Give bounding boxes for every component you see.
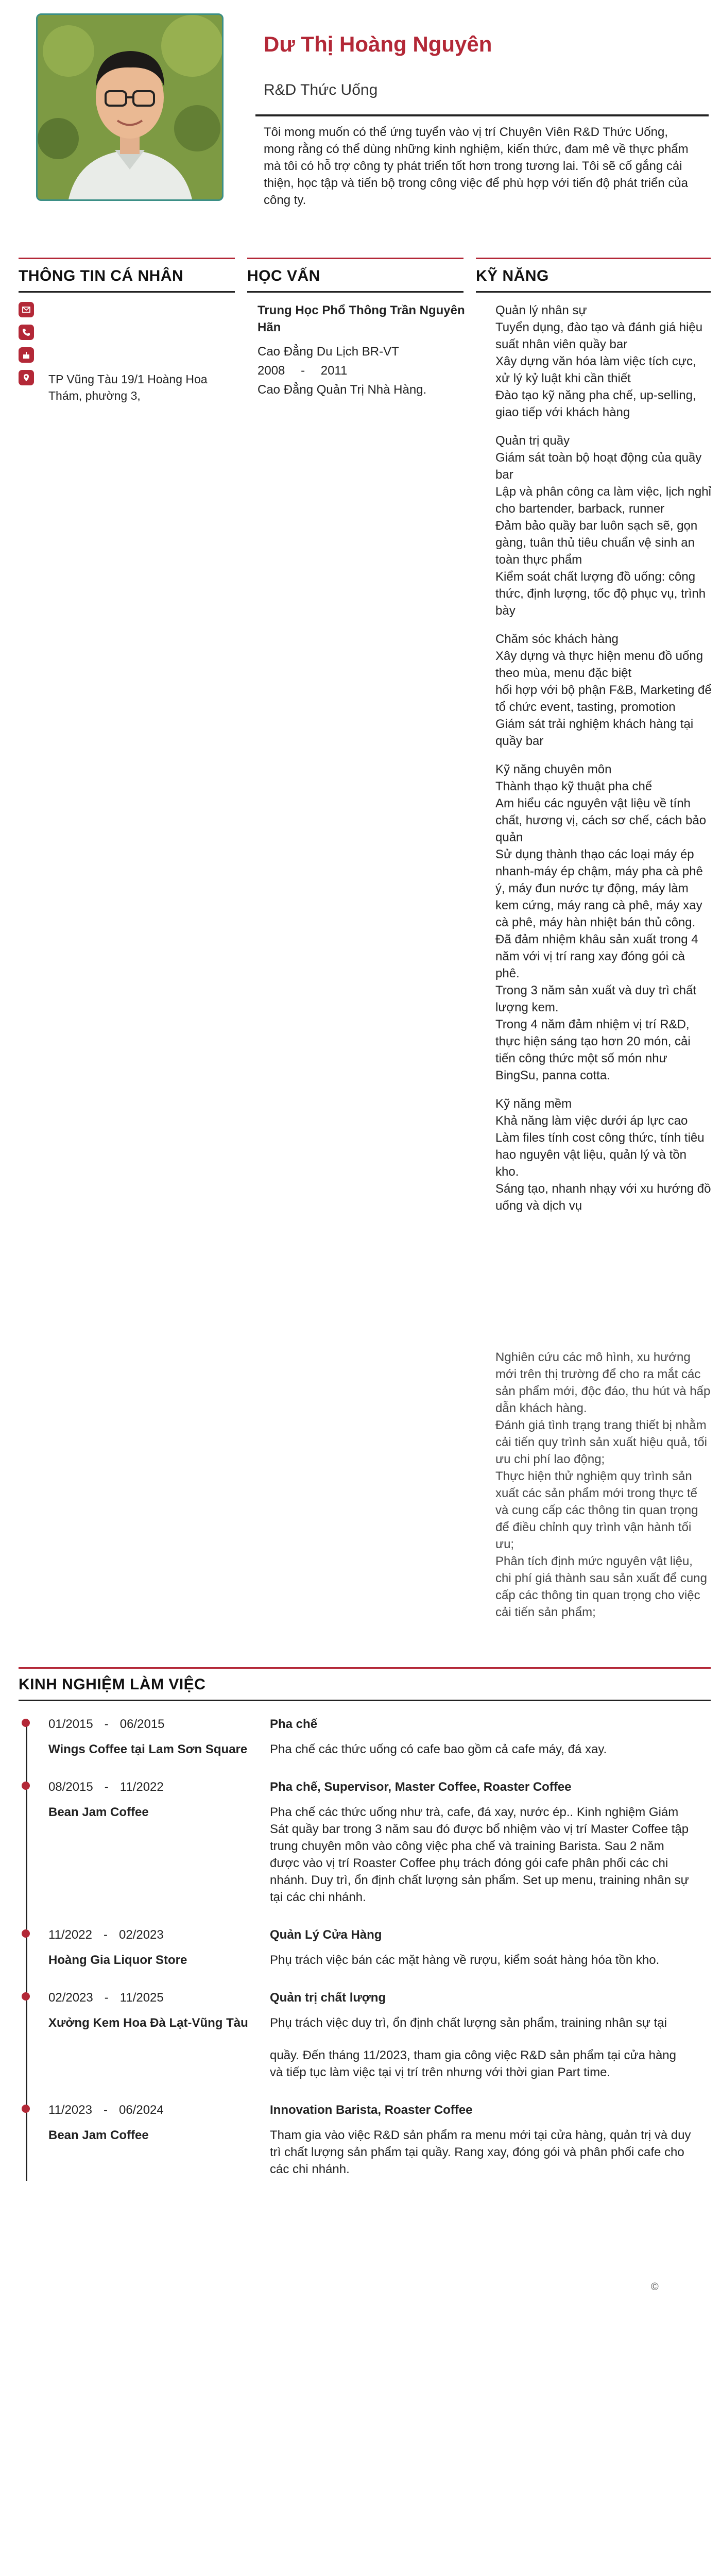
start-date: 02/2023 [48,1991,93,2005]
position-description: Pha chế các thức uống có cafe bao gồm cả cafe máy, đá xay. [270,1742,607,1756]
section-heading: HỌC VẤN [247,267,320,284]
experience-item [19,1926,711,1969]
company-name: Bean Jam Coffee [48,1805,149,1819]
skill-item: Trong 4 năm đảm nhiệm vị trí R&D, thực hiện sáng tạo hơn 20 món, cải tiến công thức một số món như BingSu, panna cotta. [495,1018,691,1082]
skill-item: Tuyển dụng, đào tạo và đánh giá hiệu suất nhân viên quầy bar [495,320,703,351]
section-bottom-rule [19,1700,711,1701]
position-description: Tham gia vào việc R&D sản phẩm ra menu mới tại cửa hàng, quản trị và duy trì chất lượng sản phẩm tại quầy. Rang xay, đóng gói và phân phối cafe cho các chi nhánh. [270,2128,691,2176]
experience-meta [48,1989,270,2081]
section-bottom-rule [247,291,464,293]
skill-item: Am hiểu các nguyên vật liệu về tính chất, hương vị, cách sơ chế, cách bảo quản [495,796,707,844]
position-description: Pha chế các thức uống như trà, cafe, đá xay, nước ép.. Kinh nghiệm Giám Sát quầy bar trong 3 năm sau đó được bổ nhiệm vào vị trí Master Coffee tập trung chuyên môn vào công việc pha chế và training Barista. Sau 2 năm được vào vị trí Roaster Coffee phụ trách đóng gói cafe phân phối các chi nhánh. Duy trì, ổn định chất lượng sản phẩm. Set up menu, training nhân sự tại các chi nhánh. [270,1805,689,1904]
timeline-dot [22,1992,30,2001]
start-date: 11/2023 [48,2103,92,2117]
skill-group-title: Kỹ năng mềm [495,1097,572,1111]
timeline-dot [22,2105,30,2113]
end-date: 11/2022 [119,1780,164,1794]
year-separator: - [301,364,305,378]
experience-dates [48,1989,270,2006]
education-years [258,362,469,379]
education-end-year: 2011 [320,364,348,378]
degree-name: Cao Đẳng Quản Trị Nhà Hàng. [258,383,427,397]
company-name: Hoàng Gia Liquor Store [48,1953,187,1967]
education-details [258,302,469,398]
skill-item: Đã đảm nhiệm khâu sản xuất trong 4 năm với vị trí rang xay đóng gói cà phê. [495,933,698,980]
timeline-dot [22,1719,30,1727]
experience-dates [48,2102,270,2119]
section-top-rule [247,258,464,259]
experience-content [270,1778,692,1906]
skill-group [495,432,712,619]
email-icon [19,302,34,317]
experience-meta [48,2102,270,2178]
experience-content [270,1716,692,1758]
skill-item: Lập và phân công ca làm việc, lịch nghỉ cho bartender, barback, runner [495,485,711,516]
date-separator: - [104,1717,109,1731]
experience-meta [48,1926,270,1969]
start-date: 01/2015 [48,1717,93,1731]
location-icon [19,370,34,385]
candidate-name: Dư Thị Hoàng Nguyên [264,32,492,56]
timeline-dot [22,1929,30,1938]
skill-item: Trong 3 năm sản xuất và duy trì chất lượng kem. [495,984,696,1014]
skill-item: Xây dựng văn hóa làm việc tích cực, xử lý kỷ luật khi cần thiết [495,354,696,385]
experience-item [19,1989,711,2081]
skill-item: Thành thạo kỹ thuật pha chế [495,779,653,793]
timeline-dot [22,1782,30,1790]
skill-group-title: Chăm sóc khách hàng [495,632,619,646]
position-description-continued: quầy. Đến tháng 11/2023, tham gia công việc R&D sản phẩm tại cửa hàng và tiếp tục làm việc tại vị trí trên nhưng với thời gian Part time. [270,2048,676,2079]
section-heading: KINH NGHIỆM LÀM VIỆC [19,1676,206,1693]
skill-item: Đào tạo kỹ năng pha chế, up-selling, giao tiếp với khách hàng [495,388,696,419]
skills-list [495,302,712,1226]
experience-meta [48,1778,270,1906]
experience-dates [48,1926,270,1943]
birthday-icon [19,347,34,363]
experience-content [270,1926,692,1969]
skill-extra-item: Nghiên cứu các mô hình, xu hướng mới trên thị trường để cho ra mắt các sản phẩm mới, độc đáo, thu hút và hấp dẫn khách hàng. [495,1350,711,1415]
experience-content [270,1989,692,2081]
education-section [247,258,464,293]
start-date: 08/2015 [48,1780,93,1794]
experience-item [19,2102,711,2178]
skill-item: Sáng tạo, nhanh nhạy với xu hướng đồ uống và dịch vụ [495,1182,711,1213]
experience-dates [48,1716,270,1733]
section-bottom-rule [19,291,235,293]
skill-extra-item: Đánh giá tình trạng trang thiết bị nhằm cải tiến quy trình sản xuất hiệu quả, tối ưu chi phí lao động; [495,1418,707,1466]
skill-group [495,631,712,750]
header-divider [255,114,709,116]
skill-item: Làm files tính cost công thức, tính tiêu hao nguyên vật liệu, quản lý và tồn kho. [495,1131,705,1179]
experience-item [19,1778,711,1906]
experience-meta [48,1716,270,1758]
skill-item: Đảm bảo quầy bar luôn sạch sẽ, gọn gàng, tuân thủ tiêu chuẩn vệ sinh an toàn thực phẩm [495,519,698,567]
company-name: Bean Jam Coffee [48,2128,149,2142]
section-top-rule [19,258,235,259]
section-heading: THÔNG TIN CÁ NHÂN [19,267,184,284]
position-description: Phụ trách việc bán các mặt hàng về rượu, kiểm soát hàng hóa tồn kho. [270,1953,660,1967]
date-separator: - [104,1991,109,2005]
experience-list [19,1716,711,2198]
position-title: Pha chế, Supervisor, Master Coffee, Roaster Coffee [270,1780,572,1794]
position-description: Phụ trách việc duy trì, ổn định chất lượng sản phẩm, training nhân sự tại [270,2016,667,2030]
personal-info-section [19,258,235,293]
skill-item: Xây dựng và thực hiện menu đồ uống theo mùa, menu đặc biệt [495,649,703,680]
skill-group-title: Kỹ năng chuyên môn [495,762,612,776]
experience-section [19,1667,711,1701]
college-name: Cao Đẳng Du Lịch BR-VT [258,345,399,359]
skill-group [495,1095,712,1214]
end-date: 06/2024 [118,2103,164,2117]
profile-photo [36,13,224,201]
skill-item: Sử dụng thành thạo các loại máy ép nhanh-máy ép chậm, máy pha cà phê ý, máy đun nước tự động, máy làm kem cứng, máy rang cà phê, máy xay cà phê, máy hàn nhiệt bán thủ công. [495,848,703,929]
skill-group [495,761,712,1084]
skills-extra-list [495,1349,712,1621]
section-heading: KỸ NĂNG [476,267,549,284]
address-text: TP Vũng Tàu 19/1 Hoàng Hoa Thám, phường 3, [48,372,208,402]
skill-group-title: Quản trị quầy [495,434,570,448]
start-date: 11/2022 [48,1928,92,1942]
position-title: Pha chế [270,1717,318,1731]
end-date: 02/2023 [118,1928,164,1942]
experience-item [19,1716,711,1758]
career-objective: Tôi mong muốn có thể ứng tuyển vào vị trí Chuyên Viên R&D Thức Uống, mong rằng có thể dùng những kinh nghiệm, kiến thức, đam mê về thực phẩm mà tôi có hỗ trợ công ty phát triển tốt hơn trong tương lai. Tôi sẽ cố gắng cải thiện, học tập và tiến bộ trong công việc để phù hợp với tiến độ phát triển của công ty. [264,125,689,207]
skill-item: Kiểm soát chất lượng đồ uống: công thức, định lượng, tốc độ phục vụ, trình bày [495,570,706,618]
skill-item: Giám sát trải nghiệm khách hàng tại quầy bar [495,717,694,748]
end-date: 06/2015 [119,1717,165,1731]
section-top-rule [19,1667,711,1669]
skill-group-title: Quản lý nhân sự [495,303,587,317]
skill-item: Khả năng làm việc dưới áp lực cao [495,1114,688,1128]
position-title: Innovation Barista, Roaster Coffee [270,2103,473,2117]
section-top-rule [476,258,711,259]
skill-item: Giám sát toàn bộ hoạt động của quầy bar [495,451,702,482]
experience-content [270,2102,692,2178]
skill-group [495,302,712,421]
skill-extra-item: Thực hiện thử nghiệm quy trình sản xuất các sản phẩm mới trong thực tế và cung cấp các thông tin quan trọng để điều chỉnh quy trình vận hành tối ưu; [495,1469,698,1551]
skills-section [476,258,711,293]
skill-item: hối hợp với bộ phận F&B, Marketing để tổ chức event, tasting, promotion [495,683,712,714]
section-bottom-rule [476,291,711,293]
date-separator: - [103,1928,108,1942]
end-date: 11/2025 [119,1991,164,2005]
position-title: Quản Lý Cửa Hàng [270,1928,382,1942]
education-start-year: 2008 [258,364,285,378]
school-name: Trung Học Phổ Thông Trần Nguyên Hãn [258,303,465,334]
page-mark: © [651,2281,659,2293]
date-separator: - [103,2103,108,2117]
experience-dates [48,1778,270,1795]
position-title: Quản trị chất lượng [270,1991,386,2005]
avatar [38,15,222,199]
candidate-role: R&D Thức Uống [264,81,378,98]
company-name: Xưởng Kem Hoa Đà Lạt-Vũng Tàu [48,2016,248,2030]
phone-icon [19,325,34,340]
date-separator: - [104,1780,109,1794]
company-name: Wings Coffee tại Lam Sơn Square [48,1742,248,1756]
skill-extra-item: Phân tích định mức nguyên vật liệu, chi phí giá thành sau sản xuất để cung cấp các thông tin quan trọng cho việc cải tiến sản phẩm; [495,1554,707,1619]
